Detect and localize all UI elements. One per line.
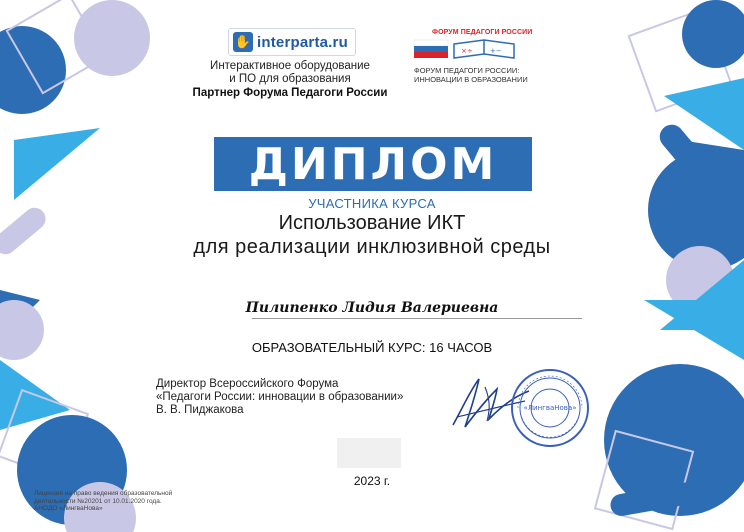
diploma-subtitle: УЧАСТНИКА КУРСА (308, 196, 436, 211)
diploma-title: ДИПЛОМ (248, 138, 498, 190)
diploma-year: 2023 г. (353, 474, 391, 488)
sponsor-description-line2: и ПО для образования (229, 73, 351, 85)
license-text (34, 490, 224, 513)
interparta-logo (228, 28, 356, 56)
sponsor-description (175, 60, 405, 86)
stamp-center-text: «ЛингваНова» (523, 404, 577, 412)
hand-icon: ✋ (233, 32, 253, 52)
svg-text:×÷: ×÷ (461, 47, 473, 55)
course-hours: ОБРАЗОВАТЕЛЬНЫЙ КУРС: 16 ЧАСОВ (251, 340, 493, 355)
director-line2: «Педагоги России: инновации в образовании» (156, 391, 404, 403)
course-title-line1: Использование ИКТ (278, 212, 466, 234)
qr-code-placeholder (337, 438, 401, 468)
course-title-line2: для реализации инклюзивной среды (193, 236, 551, 258)
forum-description (414, 66, 544, 84)
director-block (156, 378, 403, 417)
license-line3: АНОДО «ЛингваНова» (34, 505, 103, 512)
recipient-name: Пилипенко Лидия Валериевна (245, 300, 499, 316)
recipient-underline (252, 318, 582, 319)
svg-text:+−: +− (490, 47, 502, 55)
sponsor-description-line1: Интерактивное оборудование (210, 60, 370, 72)
forum-description-line1: ФОРУМ ПЕДАГОГИ РОССИИ: (414, 66, 520, 75)
director-name: В. В. Пиджакова (156, 404, 244, 416)
director-line1: Директор Всероссийского Форума (156, 378, 339, 390)
forum-logo-title: ФОРУМ ПЕДАГОГИ РОССИИ (432, 29, 533, 36)
license-line1: Лицензия на право ведения образовательной (34, 490, 173, 497)
license-line2: деятельности №20201 от 10.01.2020 года. (34, 497, 162, 505)
sponsor-partner: Партнер Форума Педагоги России (192, 87, 388, 99)
organization-stamp (508, 366, 592, 450)
diploma-title-banner (214, 137, 532, 191)
forum-description-line2: ИННОВАЦИИ В ОБРАЗОВАНИИ (414, 75, 528, 84)
interparta-logo-text: interparta.ru (257, 33, 348, 51)
forum-flag-icon (414, 32, 534, 60)
